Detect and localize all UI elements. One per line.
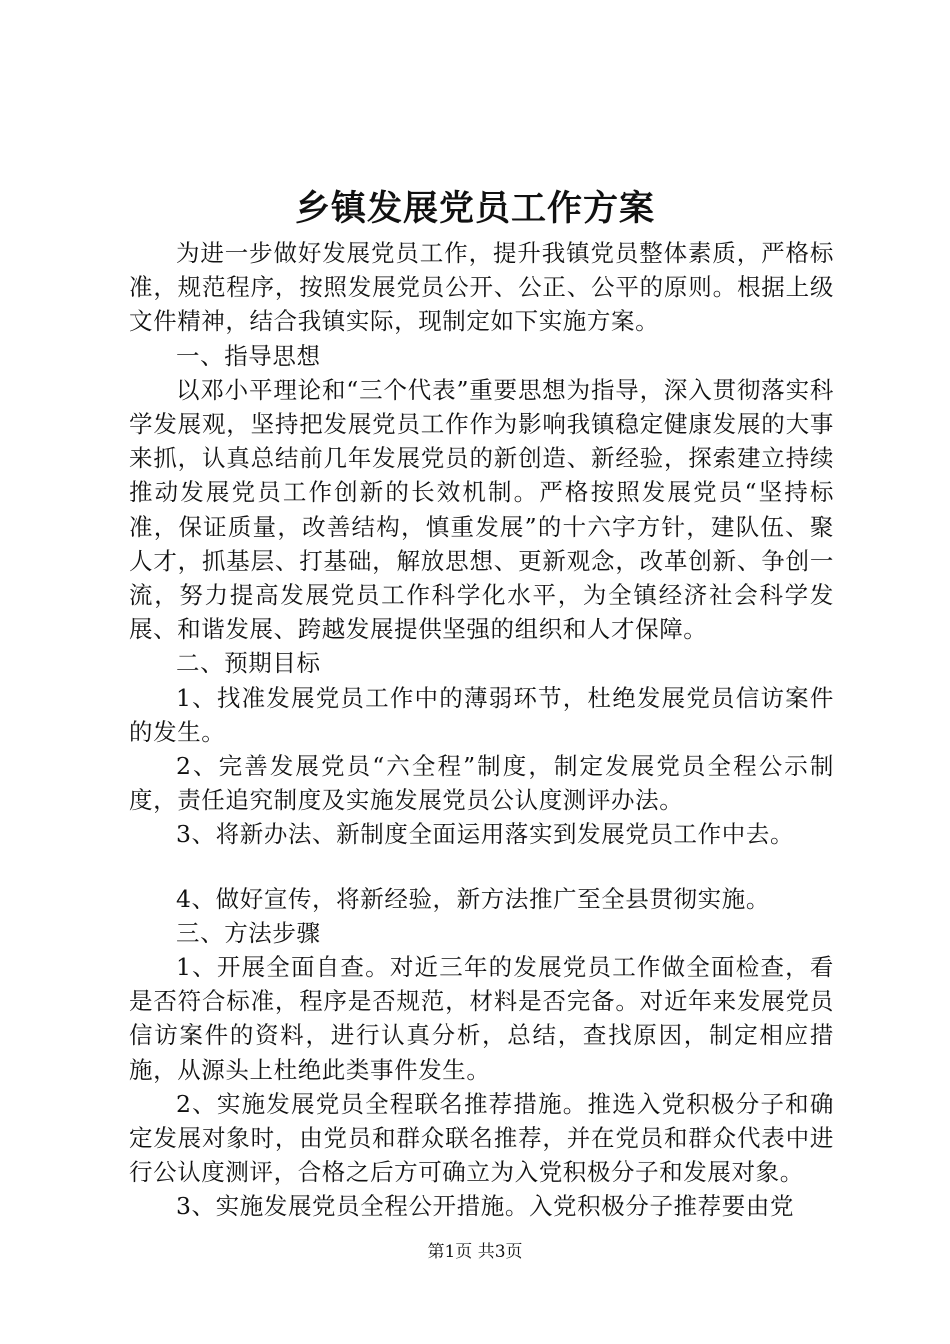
guiding-ideology-paragraph: 以邓小平理论和“三个代表”重要思想为指导，深入贯彻落实科学发展观，坚持把发展党员工作作为影响我镇稳定健康发展的大事来抓，认真总结前几年发展党员的新创造、新经验，探索建立持续推动发展党员工作创新的长效机制。严格按照发展党员“坚持标准，保证质量，改善结构，慎重发展”的十六字方针，建队伍、聚人才，抓基层、打基础，解放思想、更新观念，改革创新、争创一流，努力提高发展党员工作科学化水平，为全镇经济社会科学发展、和谐发展、跨越发展提供坚强的组织和人才保障。 [129, 375, 834, 644]
document-title: 乡镇发展党员工作方案 [294, 188, 655, 229]
goal-item-3: 3、将新办法、新制度全面运用落实到发展党员工作中去。 [176, 820, 795, 849]
section-heading-guiding-ideology: 一、指导思想 [176, 341, 321, 370]
goal-item-1: 1、找准发展党员工作中的薄弱环节，杜绝发展党员信访案件的发生。 [129, 683, 834, 746]
goal-item-2: 2、完善发展党员“六全程”制度，制定发展党员全程公示制度，责任追究制度及实施发展党员公认度测评办法。 [129, 752, 834, 815]
step-item-1: 1、开展全面自查。对近三年的发展党员工作做全面检查，看是否符合标准，程序是否规范，材料是否完备。对近年来发展党员信访案件的资料，进行认真分析，总结，查找原因，制定相应措施，从源头上杜绝此类事件发生。 [129, 953, 834, 1084]
page-number-footer: 第1页 共3页 [427, 1242, 523, 1262]
document-body [129, 236, 834, 1224]
section-heading-expected-goals: 二、预期目标 [176, 649, 321, 678]
step-item-3: 3、实施发展党员全程公开措施。入党积极分子推荐要由党 [176, 1192, 795, 1221]
step-item-2: 2、实施发展党员全程联名推荐措施。推选入党积极分子和确定发展对象时，由党员和群众联名推荐，并在党员和群众代表中进行公认度测评，合格之后方可确立为入党积极分子和发展对象。 [129, 1089, 834, 1187]
intro-paragraph: 为进一步做好发展党员工作，提升我镇党员整体素质，严格标准，规范程序，按照发展党员公开、公正、公平的原则。根据上级文件精神，结合我镇实际，现制定如下实施方案。 [129, 239, 834, 336]
goal-item-4: 4、做好宣传，将新经验，新方法推广至全县贯彻实施。 [176, 884, 770, 913]
section-heading-method-steps: 三、方法步骤 [176, 918, 321, 947]
